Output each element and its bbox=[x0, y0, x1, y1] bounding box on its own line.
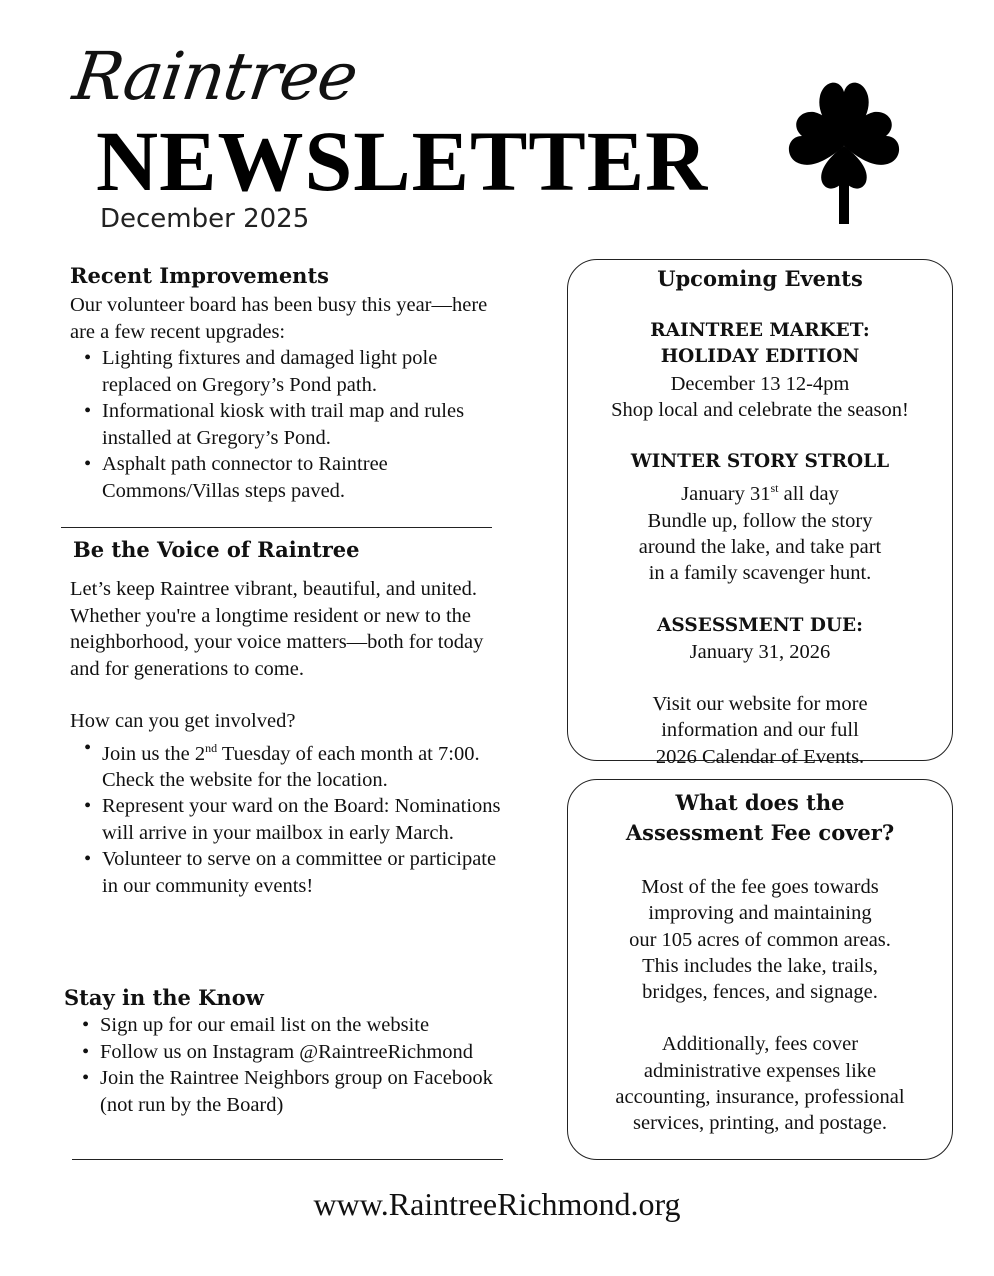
list-item bbox=[70, 735, 502, 794]
fee-title: Assessment Fee cover? bbox=[625, 820, 895, 845]
website-note: Visit our website for more bbox=[652, 693, 868, 716]
involvement-list bbox=[70, 735, 502, 900]
recent-improvements-list bbox=[70, 345, 500, 504]
website-url[interactable]: www.RaintreeRichmond.org bbox=[313, 1186, 681, 1222]
fee-text: improving and maintaining bbox=[648, 902, 872, 925]
website-note: 2026 Calendar of Events. bbox=[655, 745, 865, 768]
list-item: • Lighting fixtures and damaged light pole replaced on Gregory’s Pond path. bbox=[70, 345, 500, 398]
upcoming-events-title: Upcoming Events bbox=[657, 266, 863, 291]
voice-title: Be the Voice of Raintree bbox=[73, 537, 360, 562]
market-title: HOLIDAY EDITION bbox=[660, 346, 860, 368]
market-title: RAINTREE MARKET: bbox=[650, 320, 870, 341]
stroll-date-text: January 31 bbox=[681, 483, 771, 506]
script-title: Raintree bbox=[68, 38, 362, 115]
market-date: December 13 12-4pm bbox=[670, 372, 850, 395]
list-item: • Informational kiosk with trail map and rules installed at Gregory’s Pond. bbox=[70, 398, 500, 451]
voice-section bbox=[70, 536, 502, 899]
fee-text: administrative expenses like bbox=[643, 1059, 877, 1082]
clover-tree-icon bbox=[786, 70, 902, 226]
voice-intro: Let’s keep Raintree vibrant, beautiful, and united. Whether you're a longtime resident or new to the neighborhood, your voice matters—both for today and for generations to come. bbox=[70, 578, 484, 680]
list-item: • Asphalt path connector to Raintree Commons/Villas steps paved. bbox=[70, 451, 500, 504]
recent-improvements-title: Recent Improvements bbox=[70, 263, 329, 288]
stay-list bbox=[68, 1012, 504, 1118]
masthead bbox=[0, 0, 994, 250]
stroll-desc: around the lake, and take part bbox=[638, 535, 882, 558]
section-divider bbox=[72, 1159, 503, 1160]
list-item: • Sign up for our email list on the website bbox=[68, 1012, 504, 1039]
recent-improvements-section bbox=[70, 262, 500, 504]
list-item-text: Join us the 2 bbox=[102, 742, 206, 765]
stay-title: Stay in the Know bbox=[64, 985, 264, 1010]
fee-text: services, printing, and postage. bbox=[633, 1112, 887, 1135]
fee-text: bridges, fences, and signage. bbox=[642, 981, 878, 1004]
fee-text: accounting, insurance, professional bbox=[615, 1086, 905, 1109]
section-divider bbox=[61, 527, 492, 528]
assessment-fee-box bbox=[567, 779, 953, 1160]
fee-text: Most of the fee goes towards bbox=[641, 876, 879, 898]
newsletter-title: NEWSLETTER bbox=[96, 113, 709, 209]
ordinal-suffix: nd bbox=[205, 740, 218, 755]
stroll-title: WINTER STORY STROLL bbox=[630, 451, 890, 473]
list-item: • Volunteer to serve on a committee or participate in our community events! bbox=[70, 846, 502, 899]
market-desc: Shop local and celebrate the season! bbox=[611, 398, 909, 421]
voice-question: How can you get involved? bbox=[70, 710, 296, 732]
fee-text: our 105 acres of common areas. bbox=[629, 928, 891, 951]
list-item-text: Tuesday of each month at 7:00. Check the website for the location. bbox=[102, 742, 480, 791]
website-note: information and our full bbox=[661, 719, 859, 742]
stroll-desc: Bundle up, follow the story bbox=[647, 509, 873, 532]
list-item: • Join the Raintree Neighbors group on Facebook (not run by the Board) bbox=[68, 1065, 504, 1118]
assessment-title: ASSESSMENT DUE: bbox=[657, 614, 863, 636]
ordinal-suffix: st bbox=[770, 481, 779, 496]
recent-improvements-intro: Our volunteer board has been busy this year—here are a few recent upgrades: bbox=[70, 294, 488, 343]
stroll-desc: in a family scavenger hunt. bbox=[648, 562, 872, 585]
list-item: • Follow us on Instagram @RaintreeRichmond bbox=[68, 1039, 504, 1066]
stay-section bbox=[64, 984, 504, 1118]
assessment-date: January 31, 2026 bbox=[689, 640, 831, 663]
list-item: • Represent your ward on the Board: Nominations will arrive in your mailbox in early March. bbox=[70, 793, 502, 846]
fee-title: What does the bbox=[675, 790, 845, 815]
fee-text: This includes the lake, trails, bbox=[642, 954, 878, 977]
stroll-date-text: all day bbox=[778, 483, 839, 506]
upcoming-events-box bbox=[567, 259, 953, 768]
fee-text: Additionally, fees cover bbox=[661, 1033, 859, 1056]
stroll-date bbox=[568, 475, 952, 507]
issue-date: December 2025 bbox=[100, 204, 310, 234]
